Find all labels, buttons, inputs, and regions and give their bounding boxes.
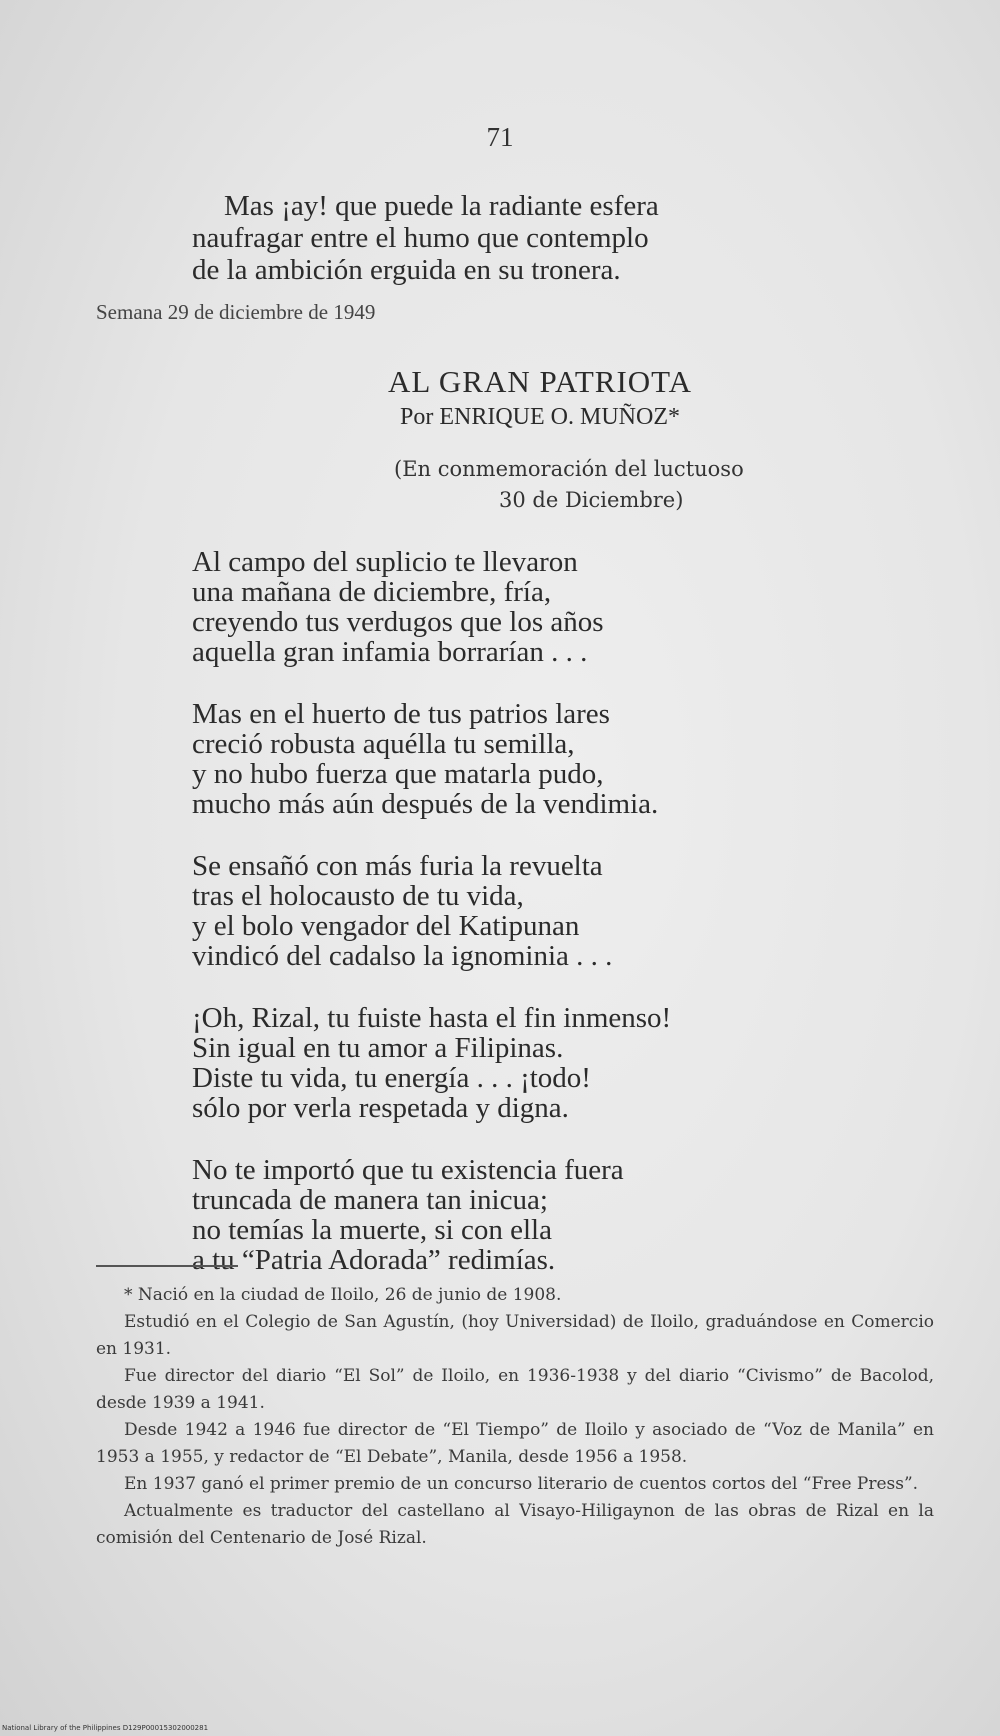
- previous-poem-ending: [192, 190, 832, 286]
- poem-line: aquella gran infamia borrarían . . .: [192, 636, 588, 668]
- poem-line: Al campo del suplicio te llevaron: [192, 546, 578, 578]
- poem-body: [192, 547, 892, 1307]
- poem-line: y no hubo fuerza que matarla pudo,: [192, 758, 604, 790]
- poem-line: creyendo tus verdugos que los años: [192, 606, 604, 638]
- poem-line: ¡Oh, Rizal, tu fuiste hasta el fin inmenso!: [192, 1002, 672, 1034]
- poem-author: Por ENRIQUE O. MUÑOZ*: [400, 404, 680, 430]
- poem-line: tras el holocausto de tu vida,: [192, 880, 524, 912]
- previous-poem-source: Semana 29 de diciembre de 1949: [96, 300, 376, 324]
- footnote-paragraph: Estudió en el Colegio de San Agustín, (hoy Universidad) de Iloilo, graduándose en Comercio en 1931.: [96, 1312, 934, 1359]
- poem-line: no temías la muerte, si con ella: [192, 1214, 552, 1246]
- poem-line: sólo por verla respetada y digna.: [192, 1092, 569, 1124]
- poem-line: Mas en el huerto de tus patrios lares: [192, 698, 610, 730]
- stanza: [192, 851, 892, 971]
- stanza: [192, 1003, 892, 1123]
- poem-line: Sin igual en tu amor a Filipinas.: [192, 1032, 564, 1064]
- dedication-line: 30 de Diciembre): [499, 488, 684, 512]
- stanza: [192, 547, 892, 667]
- stanza: [192, 699, 892, 819]
- poem-line: truncada de manera tan inicua;: [192, 1184, 548, 1216]
- poem-line: a tu “Patria Adorada” redimías.: [192, 1244, 556, 1276]
- poem-line: naufragar entre el humo que contemplo: [192, 222, 649, 254]
- footnotes: [96, 1282, 934, 1552]
- footnote-paragraph: En 1937 ganó el primer premio de un concurso literario de cuentos cortos del “Free Press”.: [124, 1474, 919, 1494]
- poem-line: una mañana de diciembre, fría,: [192, 576, 552, 608]
- poem-line: Diste tu vida, tu energía . . . ¡todo!: [192, 1062, 591, 1094]
- footnote-paragraph: Actualmente es traductor del castellano al Visayo-Hiligaynon de las obras de Rizal en la comisión del Centenario de José Rizal.: [96, 1501, 934, 1548]
- footnote-paragraph: * Nació en la ciudad de Iloilo, 26 de junio de 1908.: [124, 1285, 562, 1305]
- poem-dedication: [394, 454, 864, 516]
- poem-line: mucho más aún después de la vendimia.: [192, 788, 659, 820]
- footnote-paragraph: Fue director del diario “El Sol” de Iloilo, en 1936-1938 y del diario “Civismo” de Bacolod, desde 1939 a 1941.: [96, 1366, 934, 1413]
- poem-line: de la ambición erguida en su tronera.: [192, 254, 621, 286]
- poem-line: creció robusta aquélla tu semilla,: [192, 728, 575, 760]
- poem-line: y el bolo vengador del Katipunan: [192, 910, 580, 942]
- page-number: 71: [486, 122, 514, 152]
- footnote-paragraph: Desde 1942 a 1946 fue director de “El Tiempo” de Iloilo y asociado de “Voz de Manila” en 1953 a 1955, y redactor de “El Debate”, Manila, desde 1956 a 1958.: [96, 1420, 934, 1467]
- poem-line: vindicó del cadalso la ignominia . . .: [192, 940, 613, 972]
- scan-label: National Library of the Philippines D129P00015302000281: [2, 1724, 209, 1732]
- poem-line: Se ensañó con más furia la revuelta: [192, 850, 603, 882]
- poem-line: No te importó que tu existencia fuera: [192, 1154, 624, 1186]
- stanza: [192, 1155, 892, 1275]
- poem-line: Mas ¡ay! que puede la radiante esfera: [224, 190, 659, 222]
- dedication-line: (En conmemoración del luctuoso: [394, 457, 744, 481]
- footnote-divider: [96, 1265, 238, 1267]
- poem-title: AL GRAN PATRIOTA: [387, 364, 693, 399]
